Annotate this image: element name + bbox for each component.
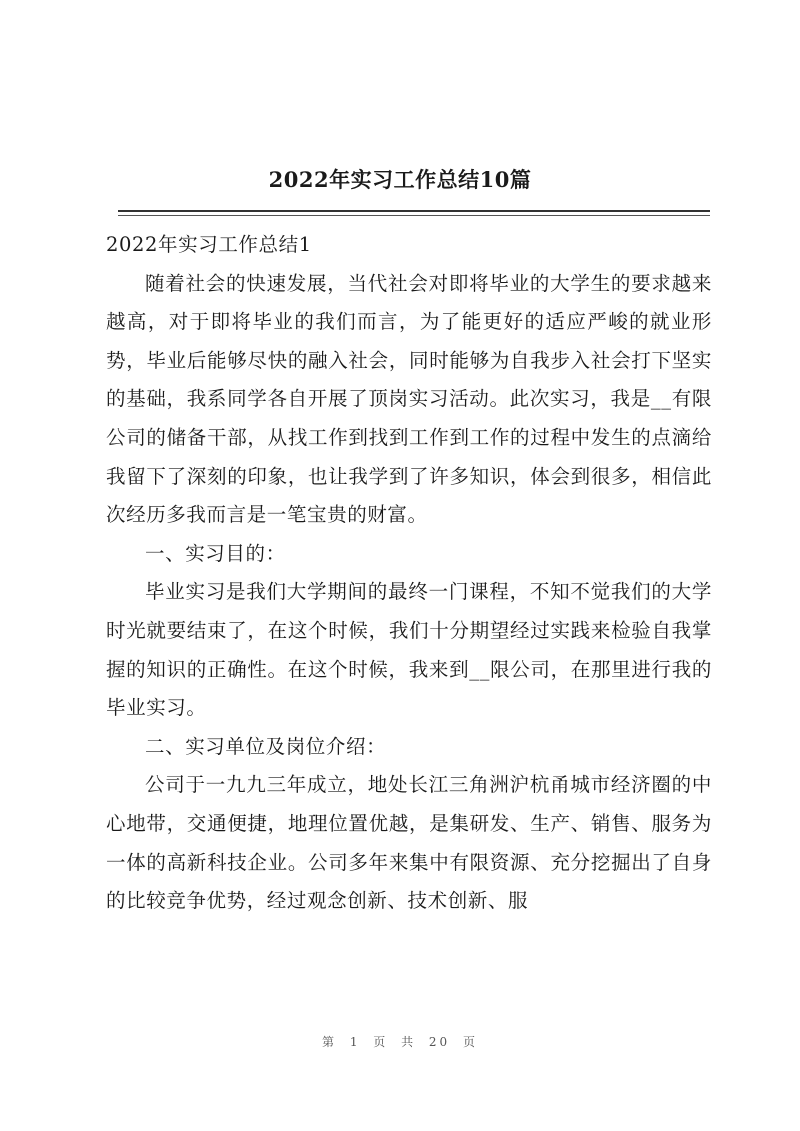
paragraph: 公司于一九九三年成立，地处长江三角洲沪杭甬城市经济圈的中心地带，交通便捷，地理位置优越，是集研发、生产、销售、服务为一体的高新科技企业。公司多年来集中有限资源、充分挖掘出了自身的比较竞争优势，经过观念创新、技术创新、服 — [106, 773, 712, 913]
subheading-purpose: 一、实习目的： — [145, 541, 286, 565]
subheading-company-intro: 二、实习单位及岗位介绍： — [145, 734, 387, 758]
document-body — [106, 226, 712, 921]
title-divider — [118, 210, 710, 212]
section-title: 2022年实习工作总结1 — [106, 233, 312, 256]
paragraph: 随着社会的快速发展，当代社会对即将毕业的大学生的要求越来越高，对于即将毕业的我们而言，为了能更好的适应严峻的就业形势，毕业后能够尽快的融入社会，同时能够为自我步入社会打下坚实的基础，我系同学各自开展了顶岗实习活动。此次实习，我是__有限公司的储备干部，从找工作到找到工作到工作的过程中发生的点滴给我留下了深刻的印象，也让我学到了许多知识，体会到很多，相信此次经历多我而言是一笔宝贵的财富。 — [106, 271, 712, 527]
paragraph: 毕业实习是我们大学期间的最终一门课程，不知不觉我们的大学时光就要结束了，在这个时候，我们十分期望经过实践来检验自我掌握的知识的正确性。在这个时候，我来到__限公司，在那里进行我的毕业实习。 — [106, 580, 712, 720]
page-footer: 第 1 页 共 20 页 — [322, 1035, 478, 1049]
document-title: 2022年实习工作总结10篇 — [268, 167, 532, 192]
